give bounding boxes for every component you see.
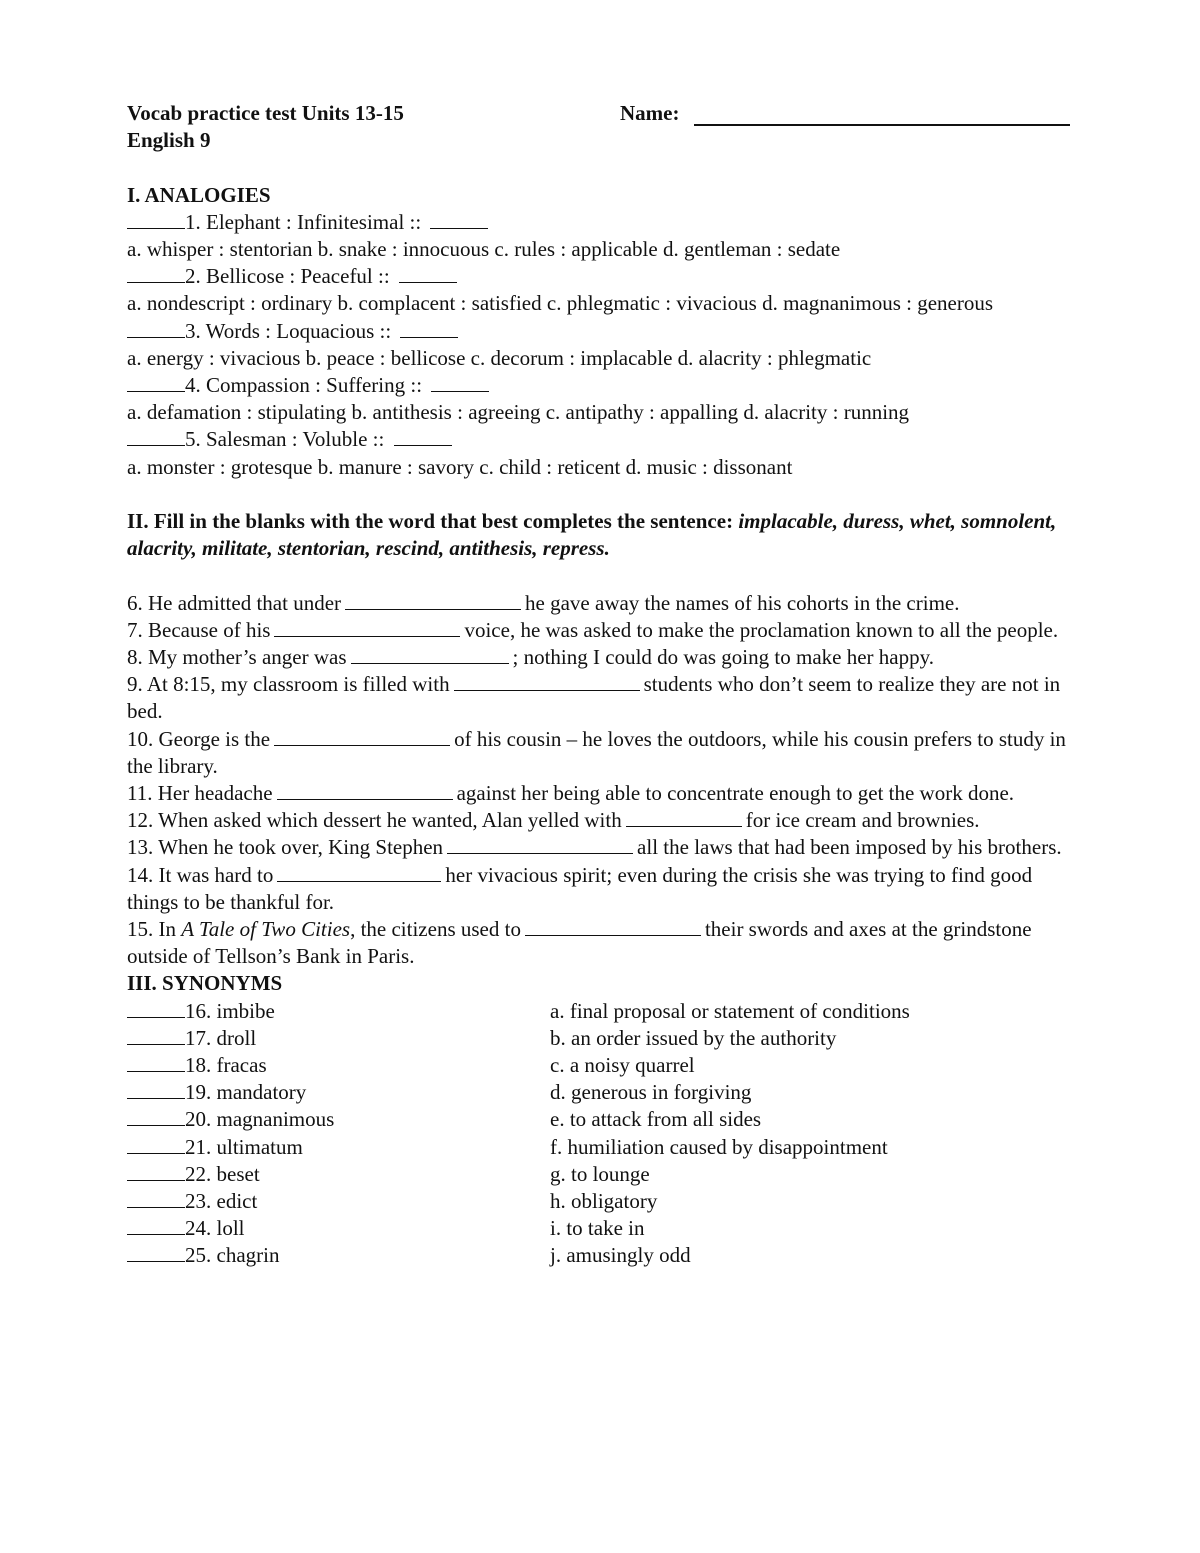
sentence-blank[interactable] (525, 917, 701, 936)
spacer (127, 562, 1087, 589)
analogy-options: a. defamation : stipulating b. antithesis : agreeing c. antipathy : appalling d. alacrity : running (127, 400, 910, 425)
synonym-definition: h. obligatory (550, 1188, 658, 1213)
sentence-start: 13. When he took over, King Stephen (127, 835, 444, 860)
answer-blank[interactable] (394, 427, 452, 446)
worksheet-title: Vocab practice test Units 13-15 (127, 101, 404, 125)
synonym-row (127, 1188, 1087, 1215)
synonym-term: 19. mandatory (185, 1080, 307, 1105)
worksheet-page (127, 100, 1087, 1270)
sentence-blank[interactable] (274, 727, 450, 746)
sentence-blank[interactable] (345, 591, 521, 610)
sentence-start: 9. At 8:15, my classroom is filled with (127, 672, 450, 697)
synonym-definition: f. humiliation caused by disappointment (550, 1134, 888, 1159)
synonym-row (127, 1134, 1087, 1161)
answer-blank[interactable] (127, 427, 185, 446)
answer-blank[interactable] (431, 373, 489, 392)
sentence-start: 7. Because of his (127, 617, 271, 642)
analogy-stem (127, 318, 1087, 345)
sentence-end: he gave away the names of his cohorts in the crime. (525, 590, 960, 615)
analogy-stem (127, 209, 1087, 236)
synonym-term: 16. imbibe (185, 998, 275, 1023)
sentence-blank[interactable] (274, 618, 460, 637)
synonym-term: 23. edict (185, 1188, 258, 1213)
fill-in-item (127, 834, 1072, 861)
fill-in-item (127, 916, 1072, 970)
answer-blank[interactable] (127, 1080, 185, 1099)
synonym-definition: c. a noisy quarrel (550, 1053, 695, 1078)
answer-blank[interactable] (127, 373, 185, 392)
answer-blank[interactable] (399, 264, 457, 283)
sentence-blank[interactable] (454, 672, 640, 691)
fill-in-item (127, 807, 1072, 834)
answer-blank[interactable] (127, 1107, 185, 1126)
synonym-term: 25. chagrin (185, 1243, 280, 1268)
fill-in-item (127, 726, 1072, 780)
answer-blank[interactable] (127, 264, 185, 283)
synonym-row (127, 1106, 1087, 1133)
word-bank: implacable, duress, whet, somnolent, alacrity, militate, stentorian, rescind, antithesis, repress. (127, 509, 1057, 561)
sentence-blank[interactable] (277, 863, 441, 882)
answer-blank[interactable] (127, 1216, 185, 1235)
synonym-row (127, 1052, 1087, 1079)
sentence-start: 14. It was hard to (127, 862, 274, 887)
synonym-definition: a. final proposal or statement of conditions (550, 998, 910, 1023)
sentence-end: all the laws that had been imposed by his brothers. (637, 835, 1062, 860)
name-blank[interactable] (694, 124, 1070, 126)
synonym-row (127, 1079, 1087, 1106)
synonym-term: 21. ultimatum (185, 1134, 303, 1159)
analogy-options: a. nondescript : ordinary b. complacent : satisfied c. phlegmatic : vivacious d. magnanimous : generous (127, 291, 994, 316)
book-title: A Tale of Two Cities (181, 917, 351, 942)
answer-blank[interactable] (127, 1189, 185, 1208)
synonym-definition: e. to attack from all sides (550, 1107, 762, 1132)
synonym-term: 22. beset (185, 1161, 260, 1186)
answer-blank[interactable] (127, 1053, 185, 1072)
analogy-stem-text: 3. Words : Loquacious :: (185, 318, 392, 343)
course-label: English 9 (127, 128, 211, 153)
fill-in-item (127, 590, 1072, 617)
sentence-middle: , the citizens used to (350, 917, 521, 942)
answer-blank[interactable] (127, 1243, 185, 1262)
sentence-start: 6. He admitted that under (127, 590, 342, 615)
synonym-definition: b. an order issued by the authority (550, 1025, 837, 1050)
answer-blank[interactable] (127, 1135, 185, 1154)
synonym-row (127, 1215, 1087, 1242)
sentence-end: of his cousin – he loves the outdoors, while his cousin prefers to study in the library. (127, 726, 1066, 778)
synonym-definition: d. generous in forgiving (550, 1080, 752, 1105)
sentence-blank[interactable] (447, 835, 633, 854)
sentence-blank[interactable] (626, 808, 742, 827)
spacer (127, 154, 1087, 181)
answer-blank[interactable] (127, 1162, 185, 1181)
analogy-stem-text: 1. Elephant : Infinitesimal :: (185, 209, 422, 234)
fill-in-heading (127, 508, 1067, 562)
synonym-term: 20. magnanimous (185, 1107, 335, 1132)
synonym-term: 18. fracas (185, 1053, 267, 1078)
analogy-stem-text: 4. Compassion : Suffering :: (185, 373, 423, 397)
synonym-row (127, 1161, 1087, 1188)
analogy-stem (127, 263, 1087, 290)
synonym-term: 17. droll (185, 1025, 257, 1050)
fill-in-item (127, 862, 1077, 916)
header-row (127, 100, 1087, 127)
sentence-end: voice, he was asked to make the proclamation known to all the people. (464, 617, 1059, 642)
answer-blank[interactable] (400, 319, 458, 338)
answer-blank[interactable] (127, 1026, 185, 1045)
answer-blank[interactable] (127, 319, 185, 338)
synonym-row (127, 1242, 1087, 1269)
sentence-start: 10. George is the (127, 726, 271, 751)
synonym-definition: i. to take in (550, 1216, 645, 1241)
synonym-row (127, 1025, 1087, 1052)
analogy-stem-text: 5. Salesman : Voluble :: (185, 427, 385, 452)
fill-in-instructions: II. Fill in the blanks with the word that best completes the sentence: (127, 509, 739, 533)
answer-blank[interactable] (127, 210, 185, 229)
synonyms-heading: III. SYNONYMS (127, 971, 283, 996)
answer-blank[interactable] (127, 999, 185, 1018)
sentence-end: her vivacious spirit; even during the crisis she was trying to find good things to be thankful for. (127, 862, 1033, 914)
sentence-blank[interactable] (351, 645, 509, 664)
synonym-definition: g. to lounge (550, 1161, 650, 1186)
analogy-options: a. energy : vivacious b. peace : bellicose c. decorum : implacable d. alacrity : phlegmatic (127, 345, 872, 370)
analogy-stem-text: 2. Bellicose : Peaceful :: (185, 264, 390, 289)
fill-in-item (127, 617, 1072, 644)
fill-in-item (127, 644, 1072, 671)
analogy-stem (127, 426, 1087, 453)
analogy-stem (127, 372, 1087, 399)
analogies-heading: I. ANALOGIES (127, 182, 271, 207)
sentence-start: 12. When asked which dessert he wanted, Alan yelled with (127, 808, 622, 833)
synonym-definition: j. amusingly odd (550, 1243, 691, 1268)
fill-in-item (127, 780, 1072, 807)
sentence-end: their swords and axes at the grindstone outside of Tellson’s Bank in Paris. (127, 917, 1032, 969)
synonym-term: 24. loll (185, 1216, 245, 1241)
analogy-options: a. whisper : stentorian b. snake : innocuous c. rules : applicable d. gentleman : sedate (127, 236, 841, 261)
spacer (127, 481, 1087, 508)
analogy-options: a. monster : grotesque b. manure : savory c. child : reticent d. music : dissonant (127, 454, 793, 479)
sentence-end: against her being able to concentrate enough to get the work done. (456, 781, 1015, 806)
sentence-start: 8. My mother’s anger was (127, 645, 347, 669)
name-label: Name: (620, 101, 680, 125)
sentence-start: 15. In (127, 917, 182, 942)
sentence-blank[interactable] (277, 781, 453, 800)
fill-in-item (127, 671, 1072, 725)
sentence-end: students who don’t seem to realize they are not in bed. (127, 672, 1061, 724)
answer-blank[interactable] (430, 210, 488, 229)
sentence-start: 11. Her headache (127, 781, 273, 806)
sentence-end: ; nothing I could do was going to make her happy. (512, 645, 934, 669)
synonym-row (127, 998, 1087, 1025)
sentence-end: for ice cream and brownies. (745, 808, 980, 833)
